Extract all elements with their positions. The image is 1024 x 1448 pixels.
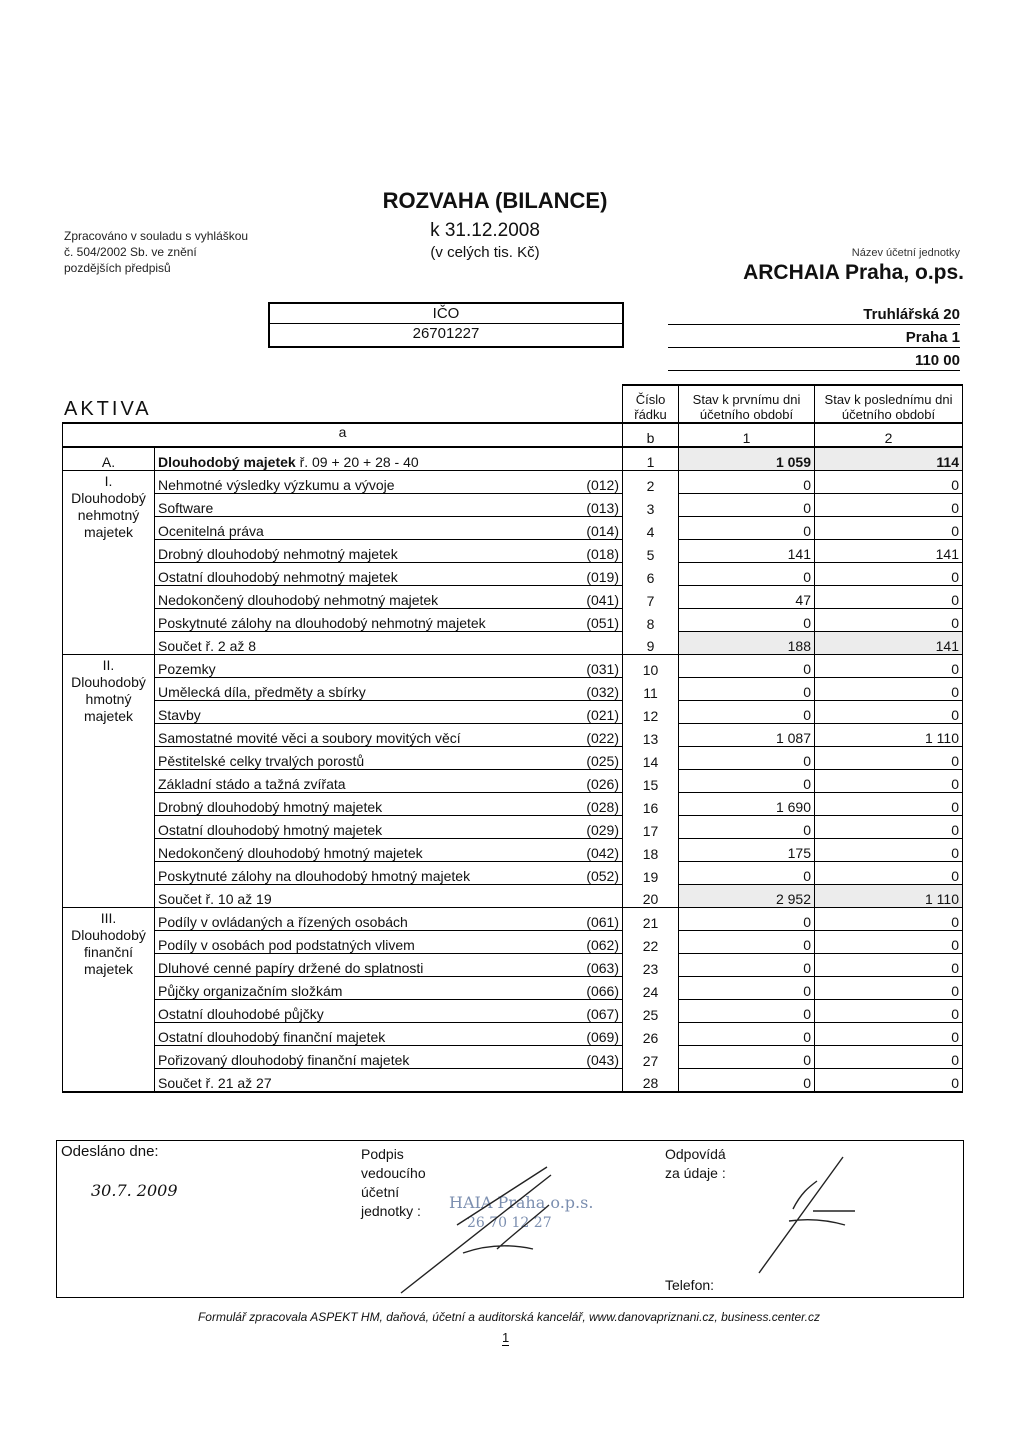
col-2: 2 (815, 423, 963, 447)
row-code: (019) (579, 563, 623, 586)
table-row (63, 517, 963, 540)
row-code: (025) (579, 747, 623, 770)
value-last: 0 (815, 1069, 963, 1093)
table-row (63, 862, 963, 885)
row-label: Stavby (155, 701, 579, 724)
row-label: Samostatné movité věci a soubory movitých věcí (155, 724, 579, 747)
row-label: Nehmotné výsledky výzkumu a vývoje (155, 471, 579, 494)
row-label: Drobný dlouhodobý nehmotný majetek (155, 540, 579, 563)
row-label: Ostatní dlouhodobé půjčky (155, 1000, 579, 1023)
value-first: 0 (679, 862, 815, 885)
row-label: Součet ř. 2 až 8 (155, 632, 623, 655)
row-number: 12 (623, 701, 679, 724)
section-letter: A. (63, 447, 155, 471)
value-last: 0 (815, 770, 963, 793)
value-first: 175 (679, 839, 815, 862)
table-row (63, 1023, 963, 1046)
row-label: Součet ř. 10 až 19 (155, 885, 623, 908)
currency-unit: (v celých tis. Kč) (430, 244, 540, 261)
col-1: 1 (679, 423, 815, 447)
page-number: 1 (502, 1330, 510, 1345)
value-first: 0 (679, 609, 815, 632)
row-number: 14 (623, 747, 679, 770)
entity-name: ARCHAIA Praha, o.ps. (743, 261, 964, 284)
row-code: (069) (579, 1023, 623, 1046)
header-last-day: Stav k poslednímu dni účetního období (815, 385, 963, 423)
value-first: 2 952 (679, 885, 815, 908)
value-first: 0 (679, 655, 815, 678)
address-zip: 110 00 (668, 352, 960, 371)
table-row (63, 494, 963, 517)
row-code: (026) (579, 770, 623, 793)
value-last: 1 110 (815, 724, 963, 747)
value-first: 0 (679, 954, 815, 977)
table-row (63, 724, 963, 747)
signature-label-line: vedoucího (361, 1165, 426, 1181)
document-title: ROZVAHA (BILANCE) (382, 188, 608, 213)
table-row (63, 678, 963, 701)
group-name: Dlouhodobý nehmotný majetek (71, 490, 146, 540)
address-street: Truhlářská 20 (668, 306, 960, 325)
value-first: 0 (679, 517, 815, 540)
entity-label: Název účetní jednotky (851, 247, 960, 259)
row-number: 23 (623, 954, 679, 977)
value-first: 0 (679, 471, 815, 494)
table-row (63, 747, 963, 770)
row-label: Ostatní dlouhodobý hmotný majetek (155, 816, 579, 839)
table-row (63, 816, 963, 839)
balance-date: k 31.12.2008 (430, 220, 540, 241)
column-letter-row (63, 423, 963, 447)
value-first: 0 (679, 1046, 815, 1069)
value-last: 0 (815, 517, 963, 540)
value-first: 188 (679, 632, 815, 655)
subtotal-row (63, 885, 963, 908)
row-number: 20 (623, 885, 679, 908)
row-label: Dluhové cenné papíry držené do splatnosti (155, 954, 579, 977)
signature-label-line: Podpis (361, 1146, 404, 1162)
row-number: 4 (623, 517, 679, 540)
col-a: a (63, 423, 623, 447)
group-name: Dlouhodobý hmotný majetek (71, 674, 146, 724)
row-number: 25 (623, 1000, 679, 1023)
value-first: 0 (679, 678, 815, 701)
value-last: 141 (815, 540, 963, 563)
row-label: Pozemky (155, 655, 579, 678)
table-row (63, 839, 963, 862)
row-label-strong: Dlouhodobý majetek (158, 454, 296, 470)
row-number: 3 (623, 494, 679, 517)
group-intangible (63, 471, 155, 632)
row-number: 17 (623, 816, 679, 839)
group-tangible (63, 655, 155, 885)
row-number: 8 (623, 609, 679, 632)
header-row (63, 385, 963, 423)
value-last: 0 (815, 494, 963, 517)
subtotal-row (63, 1069, 963, 1093)
table-row (63, 563, 963, 586)
row-code: (028) (579, 793, 623, 816)
row-number: 2 (623, 471, 679, 494)
value-first: 0 (679, 1000, 815, 1023)
row-formula: ř. 09 + 20 + 28 - 40 (299, 454, 419, 470)
responsible-label-line: za údaje : (665, 1165, 726, 1181)
section-title: AKTIVA (64, 398, 152, 420)
value-last: 0 (815, 931, 963, 954)
value-last: 0 (815, 977, 963, 1000)
row-number: 15 (623, 770, 679, 793)
value-last: 0 (815, 747, 963, 770)
col-b: b (623, 423, 679, 447)
value-last: 0 (815, 1023, 963, 1046)
legal-note-line: Zpracováno v souladu s vyhláškou (64, 229, 249, 243)
row-code: (067) (579, 1000, 623, 1023)
row-number: 21 (623, 908, 679, 931)
row-code: (021) (579, 701, 623, 724)
value-last: 0 (815, 1046, 963, 1069)
row-code: (041) (579, 586, 623, 609)
value-first: 1 087 (679, 724, 815, 747)
value-last: 0 (815, 586, 963, 609)
row-code: (042) (579, 839, 623, 862)
value-first: 0 (679, 931, 815, 954)
row-number: 6 (623, 563, 679, 586)
row-code: (062) (579, 931, 623, 954)
row-label: Nedokončený dlouhodobý nehmotný majetek (155, 586, 579, 609)
value-last: 0 (815, 954, 963, 977)
responsible-label-line: Odpovídá (665, 1146, 726, 1162)
value-first: 0 (679, 1069, 815, 1093)
row-code: (032) (579, 678, 623, 701)
value-last: 0 (815, 655, 963, 678)
table-row (63, 793, 963, 816)
value-last: 0 (815, 908, 963, 931)
value-first: 0 (679, 908, 815, 931)
row-code: (051) (579, 609, 623, 632)
row-label: Podíly v osobách pod podstatných vlivem (155, 931, 579, 954)
table-row (63, 770, 963, 793)
row-label: Ostatní dlouhodobý finanční majetek (155, 1023, 579, 1046)
row-code: (031) (579, 655, 623, 678)
row-code: (022) (579, 724, 623, 747)
table-row (63, 908, 963, 931)
form-credit: Formulář zpracovala ASPEKT HM, daňová, účetní a auditorská kancelář, www.danovapriznani.cz, business.center.cz (197, 1310, 821, 1324)
value-last: 0 (815, 862, 963, 885)
table-row (63, 931, 963, 954)
sent-label: Odesláno dne: (61, 1143, 159, 1160)
value-first: 0 (679, 1023, 815, 1046)
row-label: Software (155, 494, 579, 517)
value-last: 0 (815, 1000, 963, 1023)
table-row (63, 655, 963, 678)
ico-label: IČO (432, 305, 460, 322)
value-first: 0 (679, 770, 815, 793)
table-row (63, 586, 963, 609)
row-label: Poskytnuté zálohy na dlouhodobý nehmotný majetek (155, 609, 579, 632)
row-code: (061) (579, 908, 623, 931)
row-number: 22 (623, 931, 679, 954)
value-first: 0 (679, 977, 815, 1000)
table-row (63, 954, 963, 977)
row-label: Půjčky organizačním složkám (155, 977, 579, 1000)
legal-note-line: pozdějších předpisů (64, 261, 171, 275)
row-code: (066) (579, 977, 623, 1000)
row-number: 16 (623, 793, 679, 816)
value-last: 141 (815, 632, 963, 655)
balance-table (62, 384, 963, 1093)
row-label: Umělecká díla, předměty a sbírky (155, 678, 579, 701)
signature-section (56, 1140, 964, 1298)
value-first: 0 (679, 563, 815, 586)
row-label: Drobný dlouhodobý hmotný majetek (155, 793, 579, 816)
header-first-day: Stav k prvnímu dni účetního období (679, 385, 815, 423)
ico-value: 26701227 (270, 323, 622, 343)
group-financial (63, 908, 155, 1069)
table-row (63, 609, 963, 632)
row-code: (018) (579, 540, 623, 563)
row-number: 28 (623, 1069, 679, 1093)
stamp-line: HAIA Praha o.p.s. (449, 1193, 594, 1212)
value-last: 0 (815, 839, 963, 862)
value-last: 0 (815, 563, 963, 586)
signature-label-line: účetní (361, 1184, 400, 1200)
table-row (63, 540, 963, 563)
row-number: 24 (623, 977, 679, 1000)
group-number: III. (100, 910, 117, 926)
row-label: Základní stádo a tažná zvířata (155, 770, 579, 793)
group-number: II. (102, 657, 115, 673)
phone-label: Telefon: (665, 1277, 715, 1293)
value-last: 1 110 (815, 885, 963, 908)
row-label: Ocenitelná práva (155, 517, 579, 540)
value-last: 0 (815, 471, 963, 494)
group-number: I. (104, 473, 113, 489)
table-row (63, 447, 963, 471)
value-first: 47 (679, 586, 815, 609)
table-row (63, 1000, 963, 1023)
address-city: Praha 1 (668, 329, 960, 348)
ico-box (268, 302, 624, 348)
row-label: Pořizovaný dlouhodobý finanční majetek (155, 1046, 579, 1069)
row-number: 18 (623, 839, 679, 862)
value-first: 1 059 (679, 447, 815, 471)
value-last: 0 (815, 678, 963, 701)
row-number: 10 (623, 655, 679, 678)
value-first: 0 (679, 816, 815, 839)
value-last: 0 (815, 793, 963, 816)
row-code: (014) (579, 517, 623, 540)
row-code: (043) (579, 1046, 623, 1069)
signature-label-line: jednotky : (361, 1203, 421, 1219)
value-first: 0 (679, 701, 815, 724)
value-last: 0 (815, 816, 963, 839)
row-number: 1 (623, 447, 679, 471)
value-last: 0 (815, 609, 963, 632)
table-row (63, 471, 963, 494)
row-number: 5 (623, 540, 679, 563)
value-first: 0 (679, 747, 815, 770)
row-code: (052) (579, 862, 623, 885)
row-number: 9 (623, 632, 679, 655)
row-label: Ostatní dlouhodobý nehmotný majetek (155, 563, 579, 586)
row-number: 11 (623, 678, 679, 701)
value-last: 114 (815, 447, 963, 471)
row-code: (063) (579, 954, 623, 977)
table-row (63, 701, 963, 724)
row-number: 13 (623, 724, 679, 747)
value-first: 1 690 (679, 793, 815, 816)
row-label: Poskytnuté zálohy na dlouhodobý hmotný majetek (155, 862, 579, 885)
row-label (155, 447, 623, 471)
row-label: Pěstitelské celky trvalých porostů (155, 747, 579, 770)
row-code: (029) (579, 816, 623, 839)
row-number: 19 (623, 862, 679, 885)
row-label: Nedokončený dlouhodobý hmotný majetek (155, 839, 579, 862)
legal-note (64, 228, 248, 276)
subtotal-row (63, 632, 963, 655)
row-code: (012) (579, 471, 623, 494)
table-row (63, 977, 963, 1000)
stamp-line: 26 70 12 27 (467, 1215, 552, 1231)
header-row-number: Číslo řádku (623, 385, 679, 423)
table-row (63, 1046, 963, 1069)
row-label: Podíly v ovládaných a řízených osobách (155, 908, 579, 931)
row-number: 26 (623, 1023, 679, 1046)
row-code: (013) (579, 494, 623, 517)
row-number: 7 (623, 586, 679, 609)
value-last: 0 (815, 701, 963, 724)
row-label: Součet ř. 21 až 27 (155, 1069, 623, 1093)
value-first: 141 (679, 540, 815, 563)
sent-date-handwritten: 30.7. 2009 (91, 1181, 178, 1200)
group-name: Dlouhodobý finanční majetek (71, 927, 146, 977)
value-first: 0 (679, 494, 815, 517)
row-number: 27 (623, 1046, 679, 1069)
legal-note-line: č. 504/2002 Sb. ve znění (64, 245, 197, 259)
handwritten-signatures (57, 1141, 963, 1297)
